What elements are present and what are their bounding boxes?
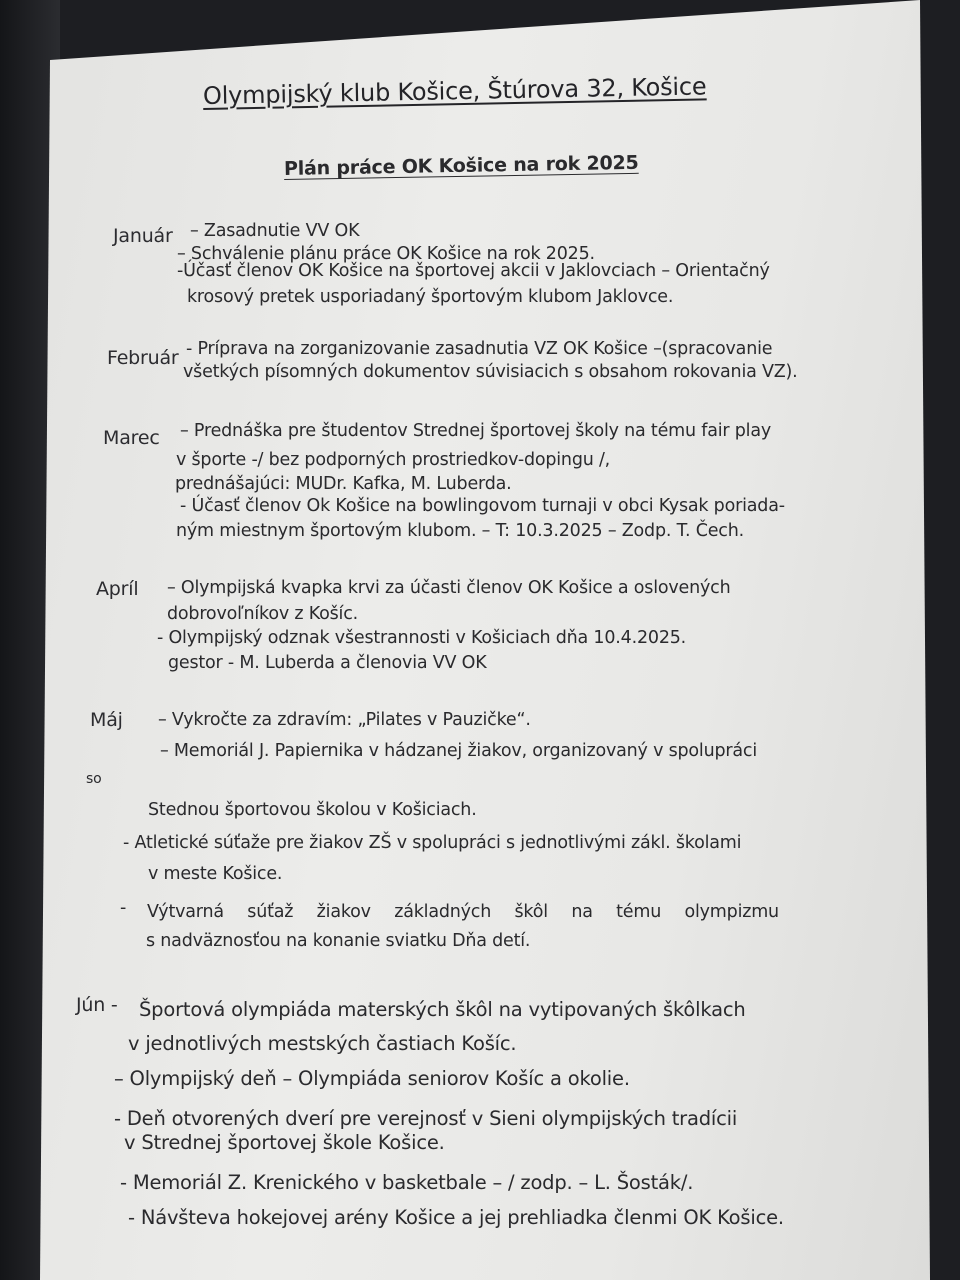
june-line-2: v jednotlivých mestských častiach Košíc. <box>128 1032 517 1055</box>
may-line-5: - Atletické súťaže pre žiakov ZŠ v spolupráci s jednotlivými zákl. školami <box>123 833 742 853</box>
art-word-4: základných <box>394 902 492 922</box>
month-label-february: Február <box>107 347 179 369</box>
may-line-4: Stednou športovou školou v Košiciach. <box>148 800 477 820</box>
june-line-7: - Návšteva hokejovej arény Košice a jej prehliadka členmi OK Košice. <box>128 1206 784 1229</box>
may-line-8: s nadväznosťou na konanie sviatku Dňa detí. <box>146 931 531 951</box>
month-label-april: Apríl <box>96 578 139 600</box>
art-word-7: tému <box>616 902 662 922</box>
january-line-2: – Schválenie plánu práce OK Košice na rok 2025. <box>177 244 595 264</box>
june-line-1: Športová olympiáda materských škôl na vytipovaných škôlkach <box>139 998 746 1021</box>
january-line-4: krosový pretek usporiadaný športovým klubom Jaklovce. <box>187 287 674 307</box>
april-line-1: – Olympijská kvapka krvi za účasti členov OK Košice a oslovených <box>167 578 731 598</box>
document-subtitle: Plán práce OK Košice na rok 2025 <box>283 151 639 180</box>
january-line-1: – Zasadnutie VV OK <box>190 221 360 241</box>
march-line-3: prednášajúci: MUDr. Kafka, M. Luberda. <box>175 474 512 494</box>
may-line-7-dash: - <box>120 898 127 918</box>
february-line-2: všetkých písomných dokumentov súvisiacich s obsahom rokovania VZ). <box>183 362 798 382</box>
march-line-5: ným miestnym športovým klubom. – T: 10.3.2025 – Zodp. T. Čech. <box>176 521 744 541</box>
april-line-4: gestor - M. Luberda a členovia VV OK <box>168 653 487 673</box>
art-word-5: škôl <box>514 902 548 922</box>
june-line-3: – Olympijský deň – Olympiáda seniorov Košíc a okolie. <box>114 1067 630 1090</box>
march-line-4: - Účasť členov Ok Košice na bowlingovom turnaji v obci Kysak poriada- <box>180 496 785 516</box>
month-label-march: Marec <box>103 427 160 449</box>
may-line-2: – Memoriál J. Papiernika v hádzanej žiakov, organizovaný v spolupráci <box>160 741 757 761</box>
art-word-8: olympizmu <box>684 902 779 922</box>
art-word-1: Výtvarná <box>147 902 224 922</box>
june-line-6: - Memoriál Z. Krenického v basketbale – / zodp. – L. Šosták/. <box>120 1171 694 1194</box>
february-line-1: - Príprava na zorganizovanie zasadnutia VZ OK Košice –(spracovanie <box>186 339 773 359</box>
art-word-3: žiakov <box>316 902 371 922</box>
art-word-2: súťaž <box>247 902 294 922</box>
month-label-january: Január <box>113 225 173 247</box>
month-label-june: Jún - <box>76 994 118 1016</box>
june-line-4: - Deň otvorených dverí pre verejnosť v Sieni olympijských tradícii <box>114 1107 738 1130</box>
may-line-3: so <box>86 771 102 787</box>
may-line-7-words <box>147 902 779 922</box>
may-line-1: – Vykročte za zdravím: „Pilates v Pauzičke“. <box>158 710 531 730</box>
month-label-may: Máj <box>90 709 123 731</box>
june-line-5: v Strednej športovej škole Košice. <box>124 1131 445 1154</box>
may-line-6: v meste Košice. <box>148 864 283 884</box>
january-line-3: -Účasť členov OK Košice na športovej akcii v Jaklovciach – Orientačný <box>177 261 770 281</box>
april-line-3: - Olympijský odznak všestrannosti v Košiciach dňa 10.4.2025. <box>157 628 687 648</box>
march-line-2: v športe -/ bez podporných prostriedkov-dopingu /, <box>176 450 611 470</box>
march-line-1: – Prednáška pre študentov Strednej športovej školy na tému fair play <box>180 421 772 441</box>
art-word-6: na <box>571 902 593 922</box>
document-title: Olympijský klub Košice, Štúrova 32, Košice <box>202 72 707 110</box>
april-line-2: dobrovoľníkov z Košíc. <box>167 604 358 624</box>
